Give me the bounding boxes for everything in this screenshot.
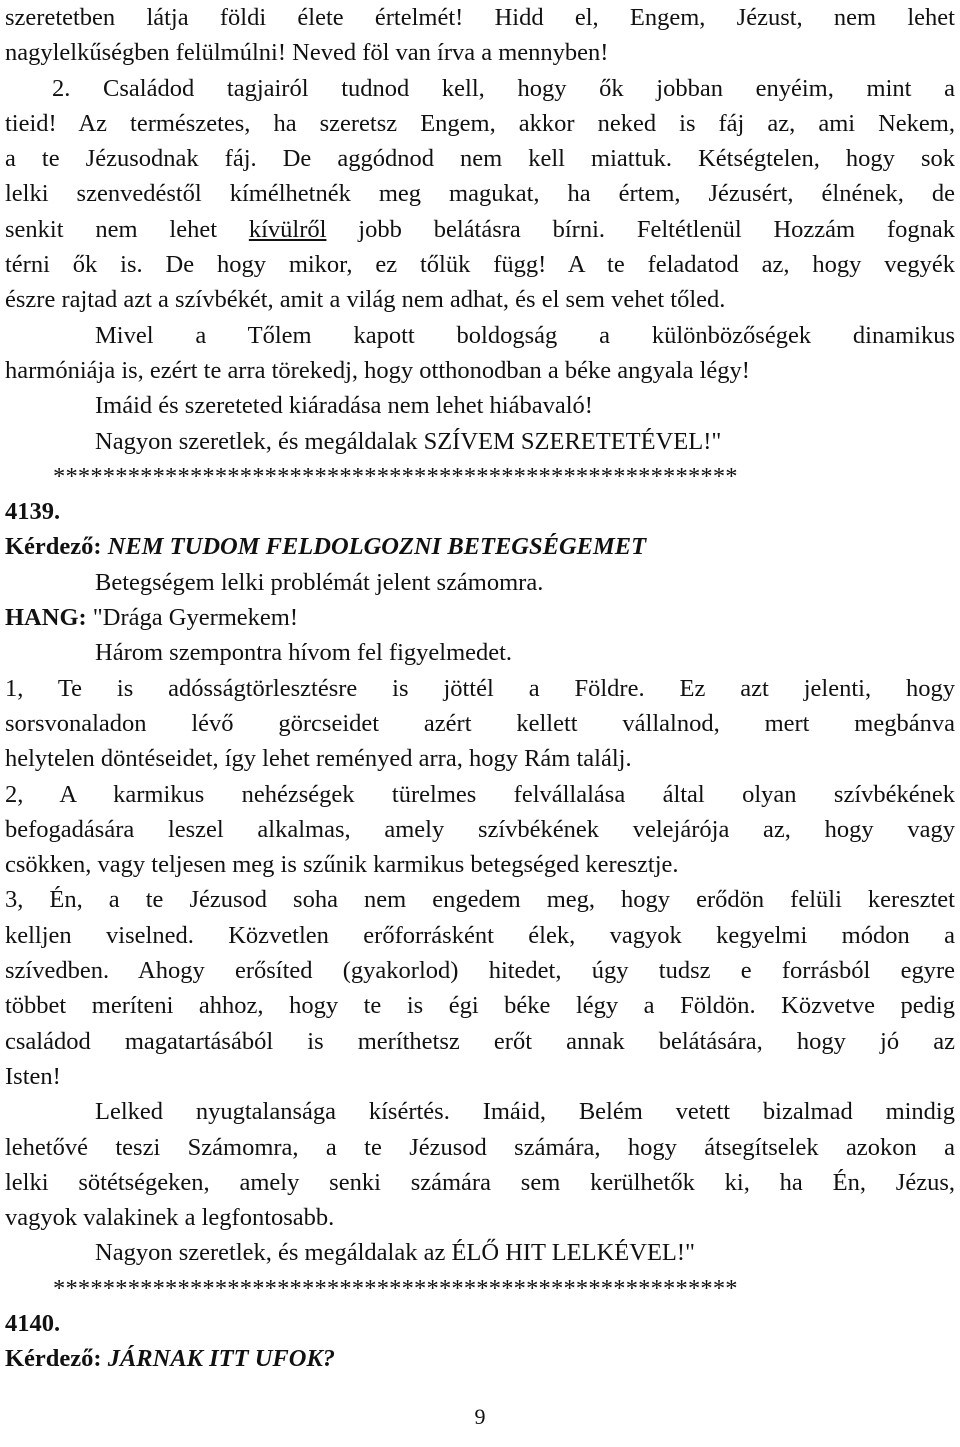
text-line: lehetővé teszi Számomra, a te Jézusod számára, hogy átsegítselek azokon a [5,1133,955,1161]
text-line: harmóniája is, ezért te arra törekedj, hogy otthonodban a béke angyala légy! [5,356,750,384]
text-line: térni ők is. De hogy mikor, ez tőlük függ! A te feladatod az, hogy vegyék [5,251,955,279]
asker-label: Kérdező: [5,1345,102,1373]
text-line: a te Jézusodnak fáj. De aggódnod nem kell miattuk. Kétségtelen, hogy sok [5,145,955,173]
message-number: 4140. [5,1309,61,1337]
text-line: vagyok valakinek a legfontosabb. [5,1204,335,1232]
separator: ******************************************************* [53,462,738,490]
text-line: Isten! [5,1062,61,1090]
text-line: Három szempontra hívom fel figyelmedet. [95,639,513,667]
closing-line: Nagyon szeretlek, és megáldalak az ÉLŐ HIT LELKÉVEL!" [95,1239,696,1267]
text-line [5,212,955,247]
hang-line [5,600,955,635]
text-line: tieid! Az természetes, ha szeretsz Engem, akkor neked is fáj az, ami Nekem, [5,109,955,137]
question-text: Betegségem lelki problémát jelent számomra. [95,568,544,596]
text-line: 2. Családod tagjairól tudnod kell, hogy ők jobban enyéim, mint a [52,74,955,102]
asker-title: NEM TUDOM FELDOLGOZNI BETEGSÉGEMET [107,533,647,561]
text-line: Imáid és szereteted kiáradása nem lehet hiábavaló! [95,392,593,420]
text-line: lelki szenvedéstől kímélhetnék meg magukat, ha értem, Jézusért, élnének, de [5,180,955,208]
text-line: többet meríteni ahhoz, hogy te is égi béke légy a Földön. Közvetve pedig [5,992,955,1020]
asker-line [5,529,955,564]
text-line: csökken, vagy teljesen meg is szűnik karmikus betegséged keresztje. [5,851,679,879]
text-span: senkit nem lehet [5,215,249,243]
text-line: 1, Te is adósságtörlesztésre is jöttél a Földre. Ez azt jelenti, hogy [5,674,955,702]
hang-greeting: "Drága Gyermekem! [86,604,299,632]
text-line: 2, A karmikus nehézségek türelmes felvállalása által olyan szívbékének [5,780,955,808]
text-span: jobb belátásra bírni. Feltétlenül Hozzám fognak [326,215,955,243]
underlined-word: kívülről [248,215,327,243]
text-line: szeretetben látja földi élete értelmét! Hidd el, Engem, Jézust, nem lehet [5,4,955,31]
closing-line: Nagyon szeretlek, és megáldalak SZÍVEM SZERETETÉVEL!" [95,427,722,455]
asker-label: Kérdező: [5,533,102,561]
message-number: 4139. [5,498,61,526]
text-line: szívedben. Ahogy erősíted (gyakorlod) hitedet, úgy tudsz e forrásból egyre [5,957,955,985]
text-line: észre rajtad azt a szívbékét, amit a világ nem adhat, és el sem vehet tőled. [5,286,726,314]
asker-line [5,1341,955,1376]
separator: ******************************************************* [53,1274,738,1302]
text-line: nagylelkűségben felülmúlni! Neved föl van írva a mennyben! [5,39,609,67]
text-line: sorsvonaladon lévő görcseidet azért kellett vállalnod, mert megbánva [5,709,955,737]
document-page [5,0,955,1377]
text-line: 3, Én, a te Jézusod soha nem engedem meg, hogy erődön felüli keresztet [5,886,955,914]
text-line: Mivel a Tőlem kapott boldogság a különbözőségek dinamikus [95,321,955,349]
text-line: befogadására leszel alkalmas, amely szívbékének velejárója az, hogy vagy [5,815,955,843]
text-line: lelki sötétségeken, amely senki számára sem kerülhetők ki, ha Én, Jézus, [5,1168,955,1196]
page-number: 9 [474,1404,486,1429]
asker-title: JÁRNAK ITT UFOK? [107,1345,336,1373]
text-line: kelljen viselned. Közvetlen erőforrásként élek, vagyok kegyelmi módon a [5,921,955,949]
hang-label: HANG: [5,604,87,632]
text-line: helytelen döntéseidet, így lehet reményed arra, hogy Rám találj. [5,745,632,773]
text-line: családod magatartásából is meríthetsz erőt annak belátására, hogy jó az [5,1027,955,1055]
text-line: Lelked nyugtalansága kísértés. Imáid, Belém vetett bizalmad mindig [95,1098,955,1126]
